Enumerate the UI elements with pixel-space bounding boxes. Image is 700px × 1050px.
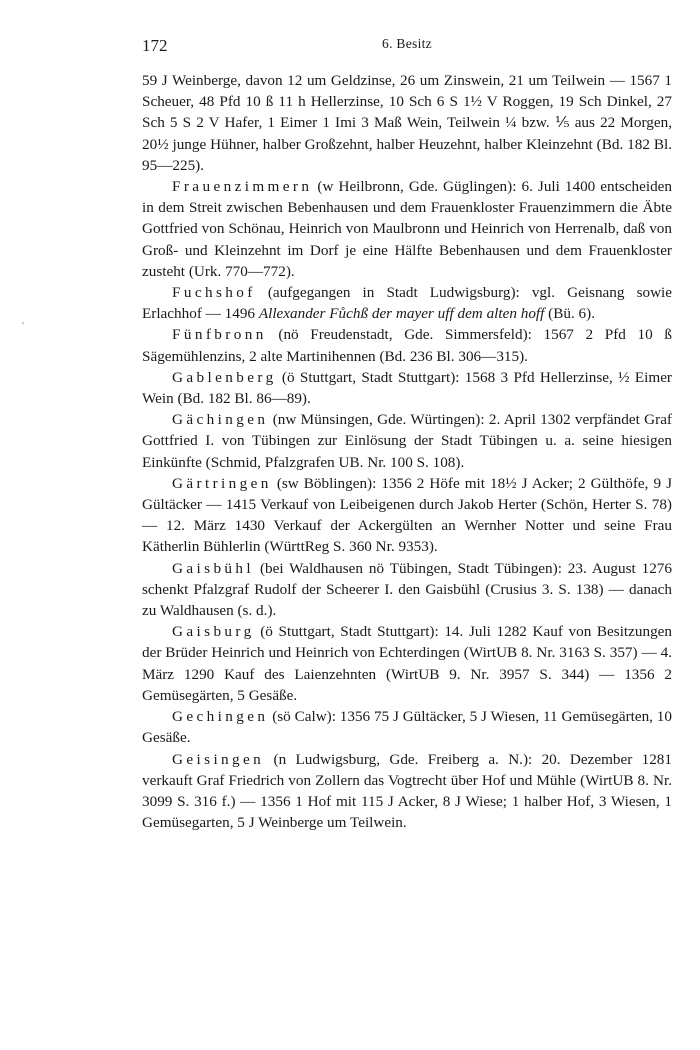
entry-frauenzimmern [142, 176, 672, 282]
entry-place: Fünfbronn [172, 326, 267, 344]
entry-text: (ö Stuttgart, Stadt Stuttgart): 1568 3 Pfd Hellerzinse, ½ Eimer Wein (Bd. 182 Bl. 86—89). [142, 368, 672, 408]
entry-text: (sö Calw): 1356 75 J Gültäcker, 5 J Wiesen, 11 Gemüsegärten, 10 Gesäße. [142, 708, 672, 747]
entry-text: (n Ludwigsburg, Gde. Freiberg a. N.): 20. Dezember 1281 verkauft Graf Friedrich von Zollern das Vogtrecht über Hof und Mühle (WirtUB 8. Nr. 3099 S. 316 f.) — 1356 1 Hof mit 115 J Acker, 8 J Wiese; 1 halber Hof, 3 Wiesen, 1 Gemüsegarten, 5 J Weinberge um Teilwein. [142, 750, 672, 832]
entry-place: Gechingen [172, 708, 269, 726]
entry-text: (bei Waldhausen nö Tübingen, Stadt Tübingen): 23. August 1276 schenkt Pfalzgraf Rudolf der Scheerer I. den Gaisbühl (Crusius 3. S. 138) — danach zu Waldhausen (s. d.). [142, 559, 672, 620]
entry-text: (nw Münsingen, Gde. Würtingen): 2. April 1302 verpfändet Graf Gottfried I. von Tübingen zur Einlösung der Stadt Tübingen u. a. seine hiesigen Einkünfte (Schmid, Pfalzgrafen UB. Nr. 100 S. 108). [142, 411, 672, 471]
running-head: 6. Besitz [382, 36, 432, 51]
entry-gaisbuehl [142, 558, 672, 622]
entry-place: Gablenberg [172, 368, 277, 386]
entry-text: (nö Freudenstadt, Gde. Simmersfeld): 1567 2 Pfd 10 ß Sägemühlenzins, 2 alte Martinihennen (Bd. 236 Bl. 306—315). [142, 326, 672, 365]
entry-place: Geisingen [172, 750, 265, 768]
entry-text: (w Heilbronn, Gde. Güglingen): 6. Juli 1400 entscheiden in dem Streit zwischen Bebenhausen und dem Frauenkloster Frauenzimmern die Äbte Gottfried von Schönau, Heinrich von Maulbronn und Heinrich von Herrenalb, daß von Groß- und Kleinzehnt im Dorf je eine Hälfte Bebenhausen und dem Frauenkloster zusteht (Urk. 770—772). [142, 178, 672, 280]
entry-gaisburg [142, 621, 672, 706]
entry-place: Gaisburg [172, 623, 255, 641]
entry-text: (aufgegangen in Stadt Ludwigsburg): vgl. Geisnang sowie Erlachhof — 1496 [142, 284, 672, 323]
entry-gaechingen [142, 409, 672, 473]
body-text [142, 70, 672, 833]
entry-text: 59 J Weinberge, davon 12 um Geldzinse, 26 um Zinswein, 21 um Teilwein — 1567 1 Scheuer, 48 Pfd 10 ß 11 h Hellerzinse, 10 Sch 6 S 1½ V Roggen, 19 Sch Dinkel, 27 Sch 5 S 2 V Hafer, 1 Eimer 1 Imi 3 Maß Wein, Teilwein ¼ bzw. ⅕ aus 22 Morgen, 20½ junge Hühner, halber Großzehnt, halber Heuzehnt, halber Kleinzehnt (Bd. 182 Bl. 95—225). [142, 72, 672, 174]
page-header [142, 30, 672, 56]
entry-fuchshof [142, 282, 672, 324]
entry-gaertringen [142, 473, 672, 558]
entry-place: Gächingen [172, 411, 269, 429]
entry-gechingen [142, 706, 672, 748]
entry-text: (sw Böblingen): 1356 2 Höfe mit 18½ J Acker; 2 Gülthöfe, 9 J Gültäcker — 1415 Verkauf von Leibeigenen durch Jakob Herter (Schön, Herter S. 78) — 12. März 1430 Verkauf der Ackergülten an Wernher Notter und seine Frau Kätherlin Bühlerlin (WürttReg S. 360 Nr. 9353). [142, 474, 672, 556]
entry-text: (ö Stuttgart, Stadt Stuttgart): 14. Juli 1282 Kauf von Besitzungen der Brüder Heinrich und Heinrich von Echterdingen (WirtUB 8. Nr. 3163 S. 357) — 4. März 1290 Kauf des Laienzehnten (WirtUB 9. Nr. 3957 S. 344) — 1356 2 Gemüsegärten, 5 Gesäße. [142, 623, 672, 704]
entry-place: Gärtringen [172, 474, 272, 492]
entry-fuenfbronn [142, 324, 672, 366]
entry-place: Fuchshof [172, 284, 256, 302]
entry-place: Frauenzimmern [172, 178, 313, 196]
entry-place: Gaisbühl [172, 559, 255, 577]
margin-mark: ' [22, 320, 24, 332]
page-number: 172 [142, 36, 168, 55]
entry-quotation: Allexander Fůchß der mayer uff dem alten hoff [258, 305, 545, 323]
entry-continuation [142, 70, 672, 176]
book-page [142, 30, 672, 832]
entry-gablenberg [142, 367, 672, 409]
entry-geisingen [142, 749, 672, 834]
entry-text: (Bü. 6). [544, 305, 595, 323]
